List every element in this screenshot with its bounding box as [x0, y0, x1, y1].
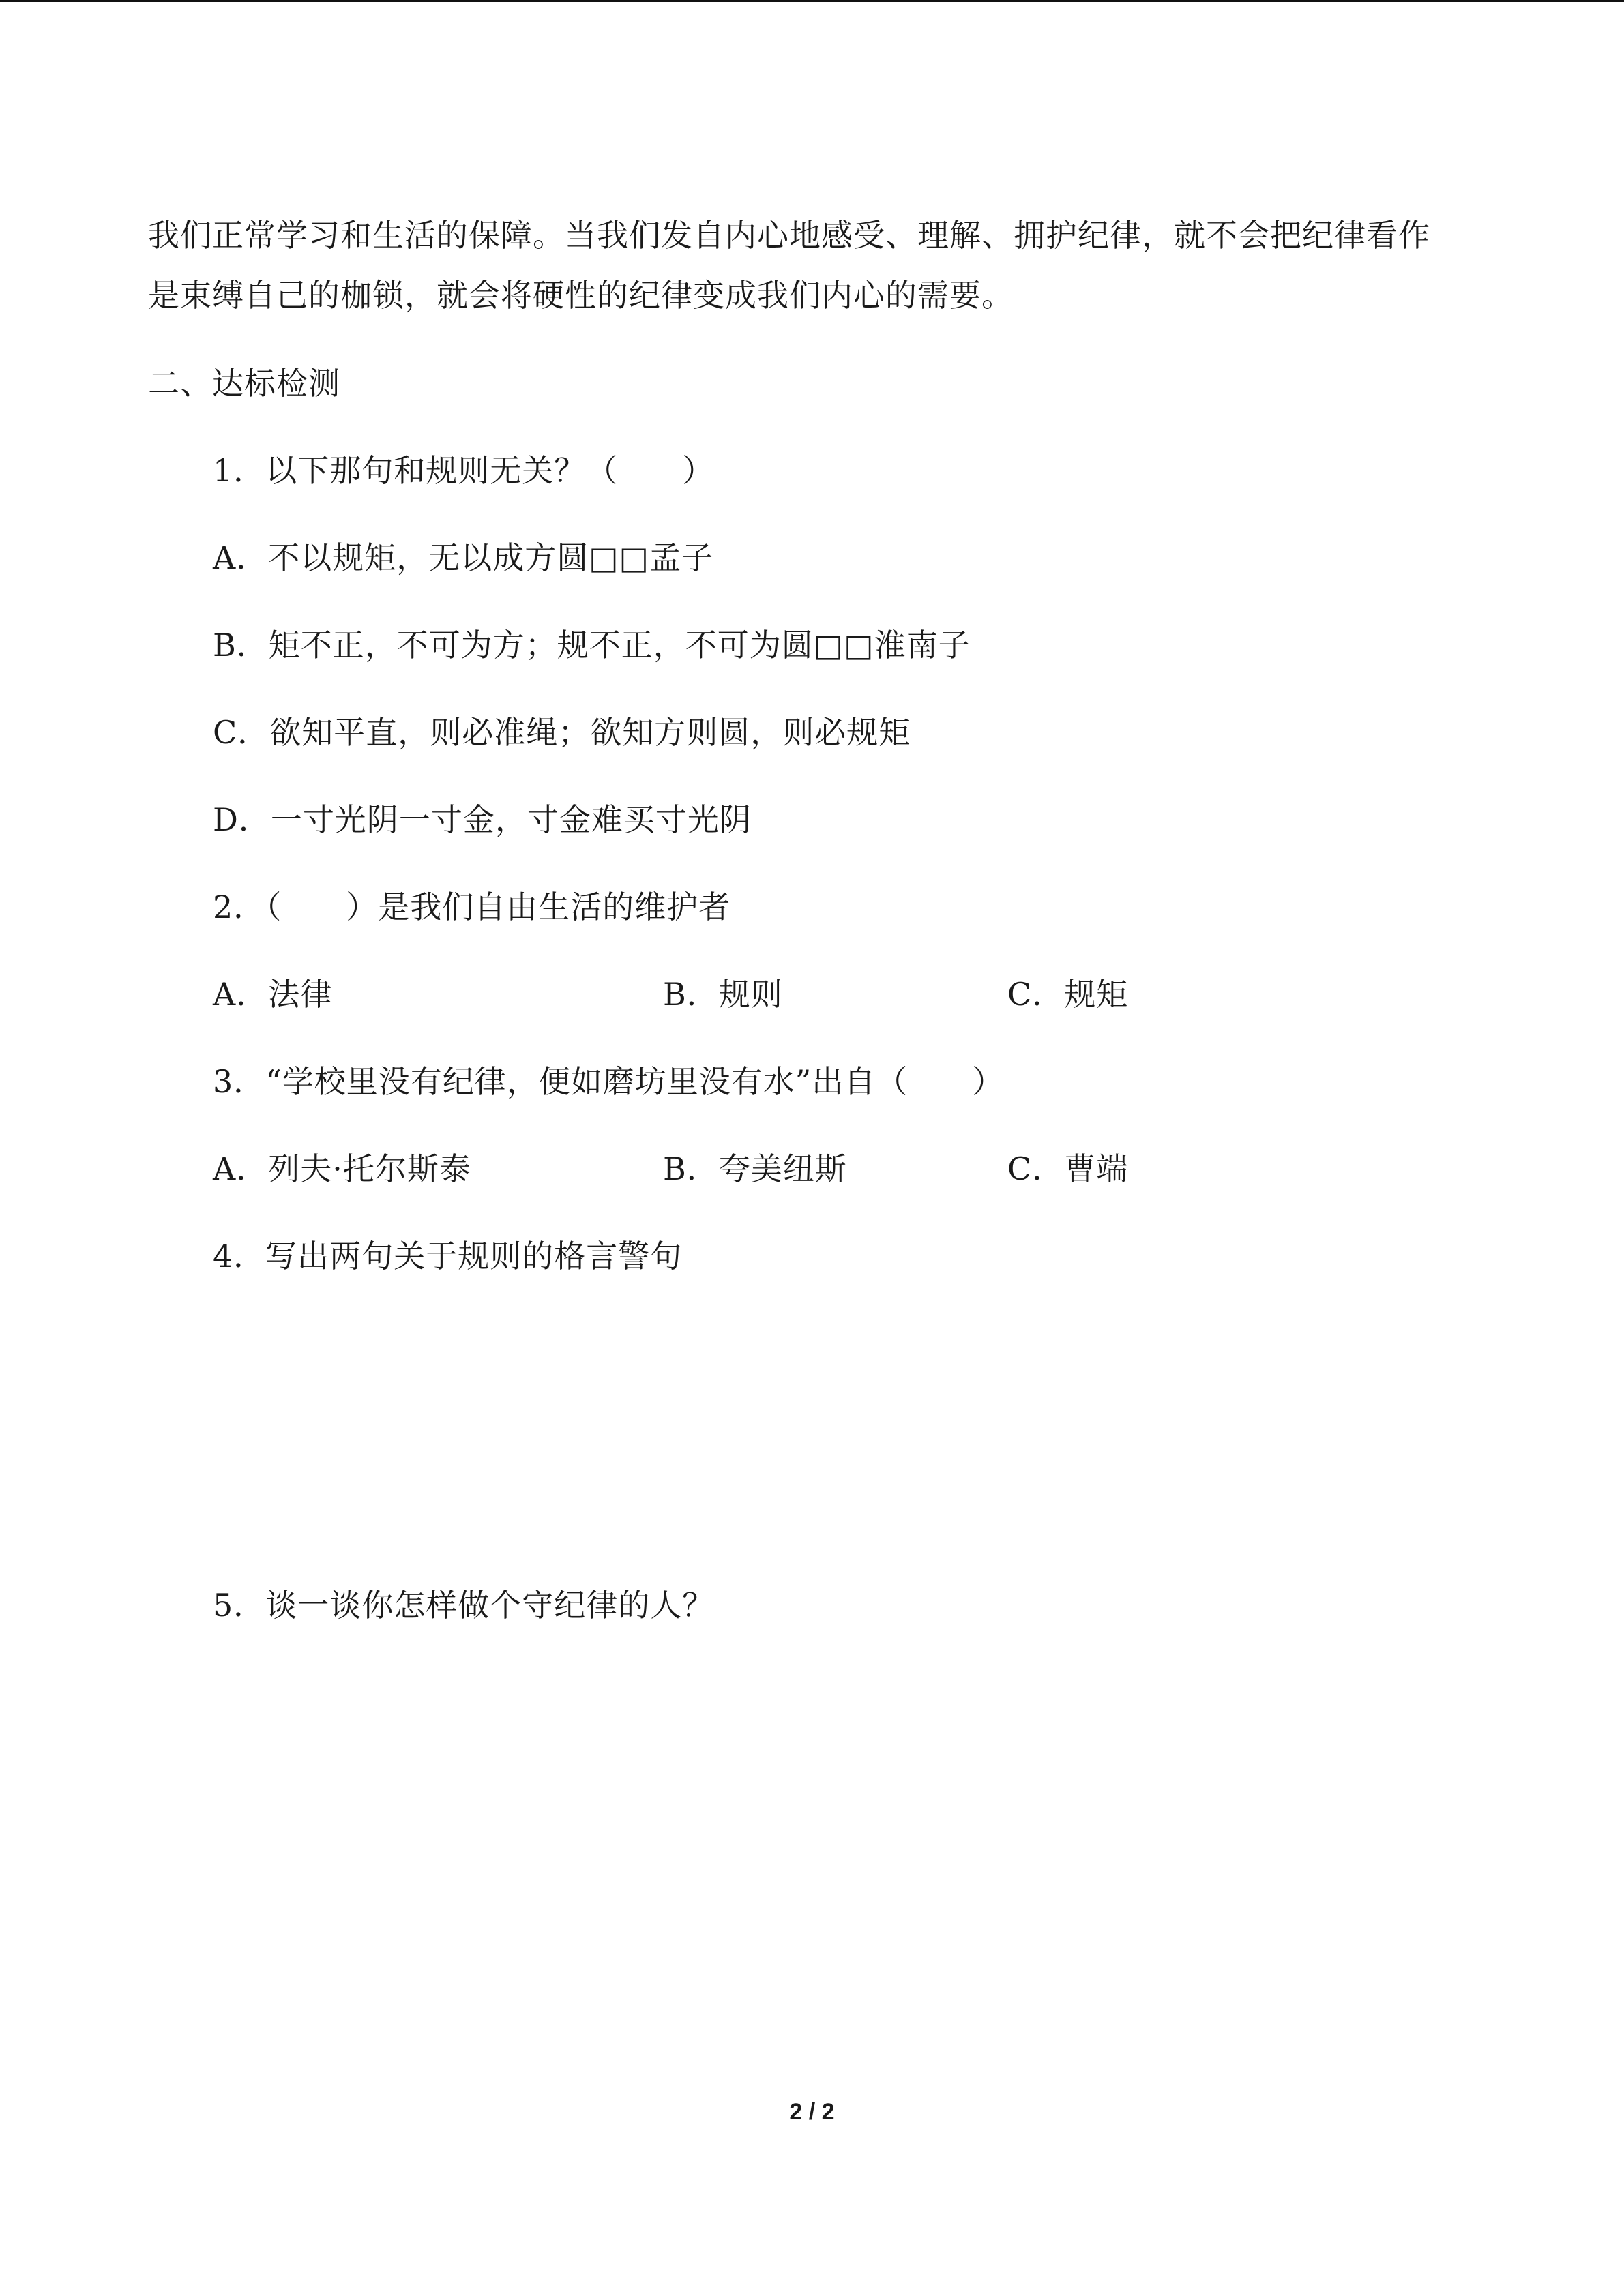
question-1-option-d: D．一寸光阴一寸金，寸金难买寸光阴 — [213, 801, 752, 838]
section-title: 二、达标检测 — [148, 365, 340, 402]
intro-line-2: 是束缚自己的枷锁，就会将硬性的纪律变成我们内心的需要。 — [148, 277, 1014, 314]
question-3-option-b: B．夸美纽斯 — [663, 1150, 847, 1187]
question-2-option-b: B．规则 — [663, 976, 783, 1013]
question-1-option-a: A．不以规矩，无以成方圆□□孟子 — [213, 539, 714, 576]
question-3: 3．“学校里没有纪律，便如磨坊里没有水”出自（ ） — [213, 1063, 1005, 1100]
question-1-option-c: C．欲知平直，则必准绳；欲知方则圆，则必规矩 — [213, 714, 911, 751]
question-3-option-a: A．列夫·托尔斯泰 — [213, 1150, 471, 1187]
question-2-option-c: C．规矩 — [1007, 976, 1129, 1013]
intro-line-1: 我们正常学习和生活的保障。当我们发自内心地感受、理解、拥护纪律，就不会把纪律看作 — [148, 217, 1430, 254]
top-border — [0, 0, 1624, 2]
page-number: 2 / 2 — [789, 2099, 835, 2125]
question-5: 5．谈一谈你怎样做个守纪律的人？ — [213, 1587, 715, 1624]
question-3-option-c: C．曹端 — [1007, 1150, 1129, 1187]
question-2-option-a: A．法律 — [213, 976, 333, 1013]
question-1-option-b: B．矩不正，不可为方；规不正，不可为圆□□淮南子 — [213, 627, 971, 664]
question-1: 1．以下那句和规则无关？（ ） — [213, 452, 715, 489]
question-2: 2．（ ）是我们自由生活的维护者 — [213, 889, 731, 925]
question-4: 4．写出两句关于规则的格言警句 — [213, 1238, 683, 1274]
